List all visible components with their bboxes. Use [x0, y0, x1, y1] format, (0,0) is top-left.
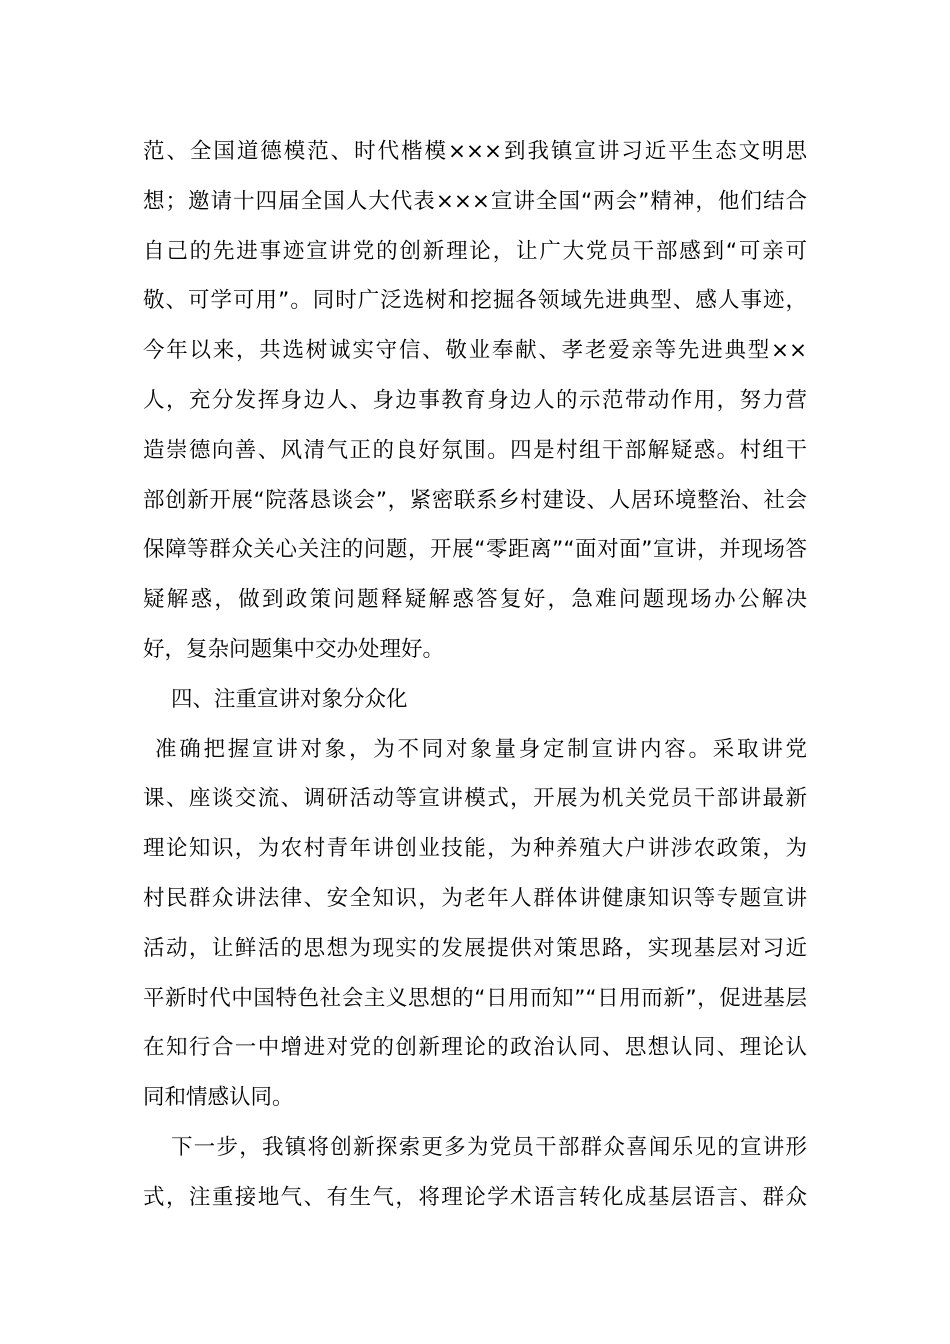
text-line: 下一步，我镇将创新探索更多为党员干部群众喜闻乐见的宣讲形 — [171, 1134, 807, 1160]
text-line: 人，充分发挥身边人、身边事教育身边人的示范带动作用，努力营 — [143, 387, 807, 413]
text-line: 活动，让鲜活的思想为现实的发展提供对策思路，实现基层对习近 — [143, 935, 807, 961]
text-line: 想；邀请十四届全国人大代表×××宣讲全国“两会”精神，他们结合 — [143, 188, 807, 214]
text-line: 村民群众讲法律、安全知识，为老年人群体讲健康知识等专题宣讲 — [143, 885, 807, 911]
text-line: 平新时代中国特色社会主义思想的“日用而知”“日用而新”，促进基层 — [143, 985, 807, 1011]
section-heading: 四、注重宣讲对象分众化 — [171, 686, 408, 712]
text-line: 今年以来，共选树诚实守信、敬业奉献、孝老爱亲等先进典型×× — [143, 338, 807, 364]
text-line: 自己的先进事迹宣讲党的创新理论，让广大党员干部感到“可亲可 — [143, 238, 807, 264]
text-line: 同和情感认同。 — [143, 1085, 294, 1111]
text-line: 在知行合一中增进对党的创新理论的政治认同、思想认同、理论认 — [143, 1035, 807, 1061]
text-line: 准确把握宣讲对象，为不同对象量身定制宣讲内容。采取讲党 — [155, 736, 807, 762]
text-line: 理论知识，为农村青年讲创业技能，为种养殖大户讲涉农政策，为 — [143, 836, 807, 862]
text-line: 保障等群众关心关注的问题，开展“零距离”“面对面”宣讲，并现场答 — [143, 537, 807, 563]
text-line: 疑解惑，做到政策问题释疑解惑答复好，急难问题现场办公解决 — [143, 587, 807, 613]
text-line: 部创新开展“院落恳谈会”，紧密联系乡村建设、人居环境整治、社会 — [143, 487, 807, 513]
text-line: 课、座谈交流、调研活动等宣讲模式，开展为机关党员干部讲最新 — [143, 786, 807, 812]
text-line: 好，复杂问题集中交办处理好。 — [143, 636, 445, 662]
text-line: 范、全国道德模范、时代楷模×××到我镇宣讲习近平生态文明思 — [143, 139, 807, 164]
text-line: 式，注重接地气、有生气，将理论学术语言转化成基层语言、群众 — [143, 1184, 807, 1210]
text-line: 造崇德向善、风清气正的良好氛围。四是村组干部解疑惑。村组干 — [143, 437, 807, 463]
document-body — [143, 127, 807, 1223]
text-line: 敬、可学可用”。同时广泛选树和挖掘各领域先进典型、感人事迹， — [143, 288, 807, 314]
